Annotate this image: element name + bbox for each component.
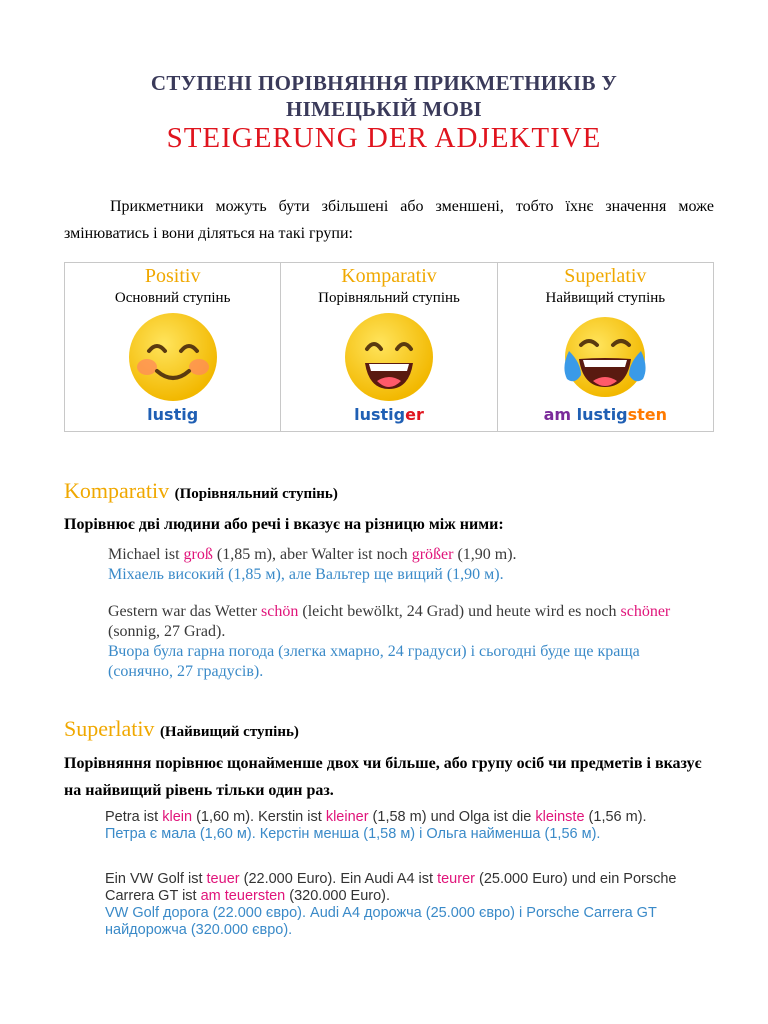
- text-part: (320.000 Euro).: [285, 888, 391, 904]
- section-title: Superlativ: [64, 716, 155, 741]
- intro-text: Прикметники можуть бути збільшені або зменшені, тобто їхнє значення може змінюватись і вони діляться на такі групи:: [64, 198, 714, 242]
- section-subtitle: (Порівняльний ступінь): [174, 486, 338, 502]
- example-word: [281, 405, 496, 424]
- smiling-face-icon: [127, 311, 219, 403]
- adjective-highlight: am teuersten: [200, 888, 286, 904]
- translation: Вчора була гарна погода (злегка хмарно, 24 градуси) і сьогодні буде ще краща (сонячно, 27 градусів).: [108, 643, 640, 680]
- translation: VW Golf дорога (22.000 євро). Audi A4 дорожча (25.000 євро) і Porsche Carrera GT найдорожча (320.000 євро).: [105, 905, 657, 938]
- komparativ-example-1: [108, 545, 698, 585]
- adjective-highlight: schöner: [620, 603, 671, 620]
- adjective-highlight: schön: [261, 603, 299, 620]
- german-sentence: [105, 871, 725, 905]
- adjective-highlight: größer: [411, 546, 454, 563]
- text-part: Ein VW Golf ist: [105, 871, 207, 887]
- text-part: (1,58 m) und Olga ist die: [368, 809, 536, 825]
- text-part: (1,85 m), aber Walter ist noch: [212, 546, 412, 563]
- text-part: (sonnig, 27 Grad).: [108, 623, 226, 640]
- word-prefix: am: [543, 405, 572, 424]
- tears-of-joy-face-icon: [559, 311, 651, 403]
- adjective-highlight: kleiner: [325, 809, 369, 825]
- example-word: [498, 405, 713, 424]
- example-word: lustig: [147, 405, 199, 424]
- german-sentence: [105, 809, 725, 826]
- degree-cell-komparativ: [281, 263, 497, 432]
- adjective-highlight: kleinste: [535, 809, 585, 825]
- degree-subtitle: Найвищий ступінь: [545, 290, 666, 306]
- section-title: Komparativ: [64, 478, 170, 503]
- superlativ-example-2: [105, 871, 725, 939]
- intro-paragraph: [64, 193, 714, 247]
- adjective-highlight: groß: [183, 546, 213, 563]
- text-part: (leicht bewölkt, 24 Grad) und heute wird es noch: [298, 603, 621, 620]
- word-ending: er: [405, 405, 424, 424]
- degree-subtitle: Порівняльний ступінь: [318, 290, 460, 306]
- superlativ-description: Порівняння порівнює щонайменше двох чи більше, або групу осіб чи предметів і вказує на найвищий рівень тільки один раз.: [64, 755, 702, 799]
- adjective-highlight: teuer: [206, 871, 240, 887]
- title-line-2: НІМЕЦЬКІЙ МОВІ: [285, 97, 483, 121]
- superlativ-example-1: [105, 809, 725, 843]
- degree-name: Komparativ: [341, 265, 437, 287]
- degree-cell-superlativ: [497, 263, 713, 432]
- section-subtitle: (Найвищий ступінь): [159, 724, 299, 740]
- translation: Петра є мала (1,60 м). Керстін менша (1,58 м) і Ольга найменша (1,56 м).: [105, 826, 601, 842]
- word-ending: sten: [627, 405, 668, 424]
- text-part: (22.000 Euro). Ein Audi A4 ist: [239, 871, 438, 887]
- translation: Міхаель високий (1,85 м), але Вальтер ще вищий (1,90 м).: [108, 566, 504, 583]
- degree-name: Positiv: [144, 265, 201, 287]
- grinning-face-icon: [343, 311, 435, 403]
- german-sentence: [108, 602, 698, 642]
- degree-cell-positiv: [65, 263, 281, 432]
- adjective-highlight: klein: [162, 809, 193, 825]
- degree-name: Superlativ: [564, 265, 647, 287]
- text-part: Gestern war das Wetter: [108, 603, 262, 620]
- text-part: (25.000 Euro) und ein Porsche Carrera GT ist: [105, 871, 677, 904]
- text-part: (1,60 m). Kerstin ist: [192, 809, 326, 825]
- word-stem: lustig: [576, 405, 628, 424]
- text-part: (1,56 m).: [584, 809, 647, 825]
- text-part: Michael ist: [108, 546, 184, 563]
- german-sentence: [108, 545, 698, 565]
- adjective-highlight: teurer: [437, 871, 475, 887]
- word-stem: lustig: [354, 405, 406, 424]
- text-part: (1,90 m).: [453, 546, 517, 563]
- superlativ-heading: [64, 716, 299, 742]
- text-part: Petra ist: [105, 809, 163, 825]
- page-title-german: STEIGERUNG DER ADJEKTIVE: [166, 122, 602, 154]
- degrees-table: [64, 262, 714, 432]
- page-title-ukrainian: [0, 70, 768, 122]
- komparativ-example-2: [108, 602, 698, 682]
- komparativ-heading: [64, 478, 338, 504]
- degree-subtitle: Основний ступінь: [114, 290, 231, 306]
- title-line-1: СТУПЕНІ ПОРІВНЯННЯ ПРИКМЕТНИКІВ У: [150, 71, 618, 95]
- komparativ-description: Порівнює дві людини або речі і вказує на різницю між ними:: [64, 516, 504, 533]
